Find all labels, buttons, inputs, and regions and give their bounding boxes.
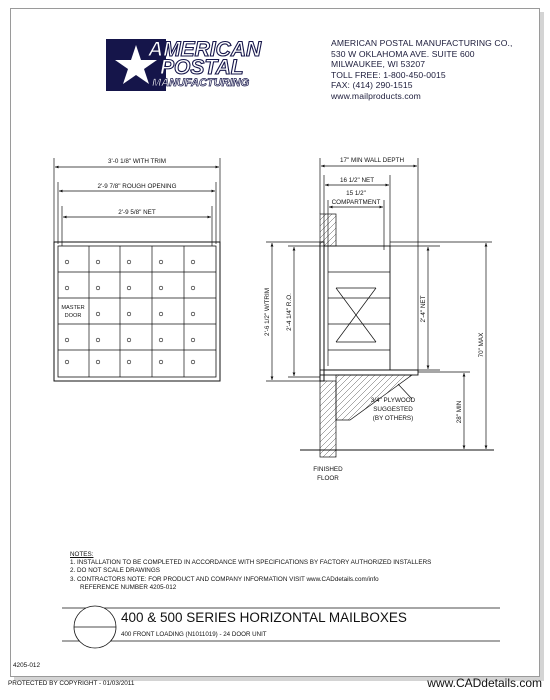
finished-floor-label-1: FINISHED	[313, 466, 343, 473]
note-item-1: 1. INSTALLATION TO BE COMPLETED IN ACCORDANCE WITH SPECIFICATIONS BY FACTORY AUTHORIZED INSTALLERS	[70, 559, 432, 567]
note-item-3: 3. CONTRACTORS NOTE: FOR PRODUCT AND COMPANY INFORMATION VISIT www.CADdetails.com/info	[70, 575, 379, 583]
dim-wall-depth: 17" MIN WALL DEPTH	[339, 157, 405, 164]
plywood-note-3: (BY OTHERS)	[372, 415, 414, 422]
logo-line-manufacturing: MANUFACTURING	[152, 77, 250, 89]
drawing-subtitle: 400 FRONT LOADING (N1011019) - 24 DOOR UNIT	[121, 631, 267, 638]
note-item-2: 2. DO NOT SCALE DRAWINGS	[70, 567, 160, 575]
drawing-title: 400 & 500 SERIES HORIZONTAL MAILBOXES	[121, 610, 407, 625]
mailbox-trim-outline	[54, 242, 220, 381]
dim-net-depth: 16 1/2" NET	[339, 177, 375, 184]
logo-line-american: AMERICAN	[148, 38, 262, 61]
dim-rough-opening: 2'-9 7/8" ROUGH OPENING	[97, 183, 177, 190]
dim-net-width: 2'-9 5/8" NET	[118, 209, 156, 216]
dim-ro-height: 2'-4 1/4" R.O.	[286, 293, 293, 331]
front-view	[54, 158, 220, 381]
caddetails-link[interactable]: www.CADdetails.com	[427, 676, 542, 690]
company-address-line1: 530 W OKLAHOMA AVE. SUITE 600	[331, 48, 475, 59]
reference-number: 4205-012	[13, 662, 41, 669]
copyright-notice: PROTECTED BY COPYRIGHT - 01/03/2011	[8, 680, 135, 687]
dim-net-height: 2'-4" NET	[420, 295, 427, 323]
dim-trim-height: 2'-6 1/2" W/TRIM	[264, 288, 271, 336]
company-fax: FAX: (414) 290-1515	[331, 80, 413, 91]
dim-compartment-depth: 15 1/2"	[346, 190, 366, 197]
plywood-shelf	[320, 370, 418, 375]
mailbox-side-body	[324, 246, 390, 370]
dim-compartment-label: COMPARTMENT	[331, 199, 381, 206]
company-name: AMERICAN POSTAL MANUFACTURING CO.,	[331, 38, 513, 48]
side-view-labels	[264, 157, 485, 482]
mailbox-body-outline	[58, 246, 216, 377]
plywood-note-1: 3/4" PLYWOOD	[370, 397, 416, 404]
door-locks	[65, 260, 195, 364]
master-door-label-1: MASTER	[61, 305, 85, 311]
company-address-line2: MILWAUKEE, WI 53207	[331, 59, 426, 70]
dim-overall-width: 3'-0 1/8" WITH TRIM	[108, 158, 166, 165]
dim-max-height: 70" MAX	[478, 332, 485, 358]
logo-line-postal: POSTAL	[160, 56, 244, 79]
plywood-note-2: SUGGESTED	[373, 406, 413, 413]
front-view-labels	[61, 158, 176, 319]
wall-stud-lower	[320, 381, 336, 457]
master-door-label-2: DOOR	[64, 313, 82, 319]
finished-floor-label-2: FLOOR	[317, 475, 339, 482]
notes-section	[70, 551, 431, 592]
company-website: www.mailproducts.com	[331, 90, 421, 101]
dim-min-height: 28" MIN	[456, 400, 463, 424]
note-item-4: REFERENCE NUMBER 4205-012	[80, 583, 177, 591]
company-tollfree: TOLL FREE: 1-800-450-0015	[331, 69, 446, 80]
notes-header: NOTES:	[70, 551, 94, 558]
